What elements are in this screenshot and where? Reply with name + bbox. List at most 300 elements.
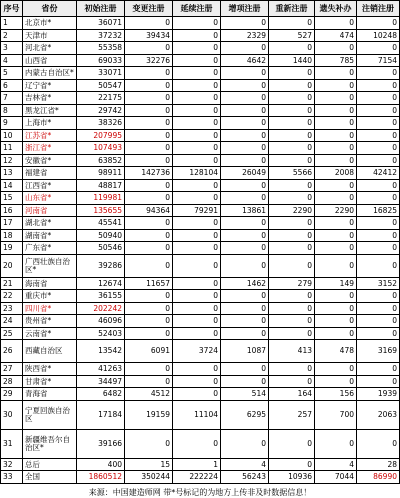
table-row <box>1 92 400 105</box>
initial-count: 50547 <box>77 79 125 92</box>
row-index: 7 <box>1 92 23 105</box>
cancel-count: 0 <box>357 192 400 205</box>
row-index: 25 <box>1 327 23 340</box>
row-index: 31 <box>1 429 23 458</box>
renewal-count: 0 <box>173 192 221 205</box>
row-index: 5 <box>1 67 23 80</box>
cancel-count: 7154 <box>357 54 400 67</box>
lost-reissue-count: 0 <box>315 375 357 388</box>
renewal-count: 0 <box>173 363 221 376</box>
addition-count: 0 <box>221 179 269 192</box>
addition-count: 1462 <box>221 277 269 290</box>
province-name: 吉林省* <box>23 92 77 105</box>
province-name: 广西壮族自治区* <box>23 254 77 277</box>
table-row <box>1 204 400 217</box>
reregister-count: 0 <box>269 104 315 117</box>
table-row <box>1 142 400 155</box>
row-index: 16 <box>1 204 23 217</box>
lost-reissue-count: 0 <box>315 79 357 92</box>
col-header-cancel: 注销注册 <box>357 1 400 17</box>
lost-reissue-count: 0 <box>315 104 357 117</box>
row-index: 21 <box>1 277 23 290</box>
change-count: 0 <box>125 302 173 315</box>
lost-reissue-count: 0 <box>315 117 357 130</box>
lost-reissue-count: 0 <box>315 17 357 30</box>
cancel-count: 0 <box>357 217 400 230</box>
table-row <box>1 429 400 458</box>
lost-reissue-count: 0 <box>315 254 357 277</box>
lost-reissue-count: 0 <box>315 42 357 55</box>
initial-count: 17184 <box>77 400 125 429</box>
reregister-count: 0 <box>269 179 315 192</box>
source-footer: 来源：中国建造师网 带*号标记的为地方上传非及时数据信息！ <box>88 487 312 497</box>
row-index: 14 <box>1 179 23 192</box>
table-row <box>1 54 400 67</box>
renewal-count: 0 <box>173 327 221 340</box>
renewal-count: 0 <box>173 302 221 315</box>
lost-reissue-count: 0 <box>315 92 357 105</box>
addition-count: 0 <box>221 429 269 458</box>
change-count: 39434 <box>125 29 173 42</box>
change-count: 0 <box>125 429 173 458</box>
addition-count: 26049 <box>221 167 269 180</box>
change-count: 0 <box>125 254 173 277</box>
initial-count: 119981 <box>77 192 125 205</box>
row-index: 32 <box>1 458 23 471</box>
col-header-reregister: 重新注册 <box>269 1 315 17</box>
row-index: 6 <box>1 79 23 92</box>
table-row <box>1 217 400 230</box>
col-header-province: 省份 <box>23 1 77 17</box>
table-row <box>1 79 400 92</box>
addition-count: 4 <box>221 458 269 471</box>
province-name: 内蒙古自治区* <box>23 67 77 80</box>
renewal-count: 0 <box>173 277 221 290</box>
initial-count: 41263 <box>77 363 125 376</box>
change-count: 0 <box>125 290 173 303</box>
lost-reissue-count: 700 <box>315 400 357 429</box>
change-count: 0 <box>125 79 173 92</box>
change-count: 0 <box>125 229 173 242</box>
row-index: 15 <box>1 192 23 205</box>
addition-count: 0 <box>221 315 269 328</box>
cancel-count: 0 <box>357 242 400 255</box>
cancel-count: 0 <box>357 375 400 388</box>
initial-count: 36155 <box>77 290 125 303</box>
addition-count: 0 <box>221 104 269 117</box>
lost-reissue-count: 2008 <box>315 167 357 180</box>
lost-reissue-count: 0 <box>315 217 357 230</box>
addition-count: 0 <box>221 302 269 315</box>
initial-count: 22175 <box>77 92 125 105</box>
addition-count: 0 <box>221 290 269 303</box>
province-name: 云南省* <box>23 327 77 340</box>
cancel-count: 0 <box>357 67 400 80</box>
cancel-count: 0 <box>357 142 400 155</box>
cancel-count: 1939 <box>357 388 400 401</box>
initial-count: 37232 <box>77 29 125 42</box>
renewal-count: 0 <box>173 242 221 255</box>
cancel-count: 0 <box>357 104 400 117</box>
initial-count: 98911 <box>77 167 125 180</box>
change-count: 0 <box>125 217 173 230</box>
change-count: 0 <box>125 375 173 388</box>
reregister-count: 0 <box>269 117 315 130</box>
province-name: 青海省 <box>23 388 77 401</box>
lost-reissue-count: 0 <box>315 67 357 80</box>
change-count: 0 <box>125 104 173 117</box>
initial-count: 107493 <box>77 142 125 155</box>
cancel-count: 0 <box>357 429 400 458</box>
initial-count: 52403 <box>77 327 125 340</box>
renewal-count: 0 <box>173 429 221 458</box>
reregister-count: 0 <box>269 254 315 277</box>
row-index: 20 <box>1 254 23 277</box>
lost-reissue-count: 0 <box>315 429 357 458</box>
change-count: 0 <box>125 327 173 340</box>
row-index: 12 <box>1 154 23 167</box>
cancel-count: 0 <box>357 79 400 92</box>
reregister-count: 0 <box>269 375 315 388</box>
initial-count: 55358 <box>77 42 125 55</box>
row-index: 10 <box>1 129 23 142</box>
province-name: 黑龙江省* <box>23 104 77 117</box>
change-count: 0 <box>125 17 173 30</box>
addition-count: 514 <box>221 388 269 401</box>
change-count: 0 <box>125 117 173 130</box>
initial-count: 46096 <box>77 315 125 328</box>
reregister-count: 0 <box>269 142 315 155</box>
cancel-count: 0 <box>357 117 400 130</box>
province-name: 山西省 <box>23 54 77 67</box>
row-index: 26 <box>1 340 23 363</box>
row-index: 33 <box>1 471 23 484</box>
cancel-count: 0 <box>357 302 400 315</box>
lost-reissue-count: 0 <box>315 315 357 328</box>
renewal-count: 0 <box>173 67 221 80</box>
row-index: 2 <box>1 29 23 42</box>
row-index: 11 <box>1 142 23 155</box>
addition-count: 13861 <box>221 204 269 217</box>
cancel-count: 0 <box>357 154 400 167</box>
addition-count: 0 <box>221 192 269 205</box>
renewal-count: 0 <box>173 117 221 130</box>
table-body <box>1 17 400 484</box>
cancel-count: 0 <box>357 129 400 142</box>
reregister-count: 0 <box>269 363 315 376</box>
reregister-count: 0 <box>269 217 315 230</box>
lost-reissue-count: 474 <box>315 29 357 42</box>
province-name: 陕西省* <box>23 363 77 376</box>
province-name: 河北省* <box>23 42 77 55</box>
reregister-count: 0 <box>269 192 315 205</box>
reregister-count: 0 <box>269 79 315 92</box>
renewal-count: 0 <box>173 79 221 92</box>
lost-reissue-count: 0 <box>315 290 357 303</box>
province-name: 河南省 <box>23 204 77 217</box>
table-row <box>1 167 400 180</box>
renewal-count: 0 <box>173 179 221 192</box>
addition-count: 0 <box>221 67 269 80</box>
col-header-renewal: 延续注册 <box>173 1 221 17</box>
table-row <box>1 154 400 167</box>
table-row <box>1 67 400 80</box>
row-index: 23 <box>1 302 23 315</box>
addition-count: 0 <box>221 217 269 230</box>
change-count: 0 <box>125 67 173 80</box>
reregister-count: 164 <box>269 388 315 401</box>
table-row <box>1 242 400 255</box>
reregister-count: 10936 <box>269 471 315 484</box>
addition-count: 0 <box>221 42 269 55</box>
province-name: 福建省 <box>23 167 77 180</box>
lost-reissue-count: 0 <box>315 363 357 376</box>
initial-count: 39286 <box>77 254 125 277</box>
addition-count: 0 <box>221 129 269 142</box>
renewal-count: 11104 <box>173 400 221 429</box>
addition-count: 0 <box>221 79 269 92</box>
renewal-count: 0 <box>173 375 221 388</box>
reregister-count: 527 <box>269 29 315 42</box>
cancel-count: 0 <box>357 17 400 30</box>
lost-reissue-count: 0 <box>315 229 357 242</box>
initial-count: 48817 <box>77 179 125 192</box>
renewal-count: 0 <box>173 142 221 155</box>
cancel-count: 16825 <box>357 204 400 217</box>
initial-count: 39166 <box>77 429 125 458</box>
reregister-count: 279 <box>269 277 315 290</box>
province-name: 上海市* <box>23 117 77 130</box>
reregister-count: 0 <box>269 429 315 458</box>
cancel-count: 0 <box>357 327 400 340</box>
row-index: 29 <box>1 388 23 401</box>
row-index: 27 <box>1 363 23 376</box>
header-row <box>1 1 400 17</box>
renewal-count: 0 <box>173 92 221 105</box>
initial-count: 1860512 <box>77 471 125 484</box>
cancel-count: 10248 <box>357 29 400 42</box>
lost-reissue-count: 0 <box>315 129 357 142</box>
initial-count: 50940 <box>77 229 125 242</box>
table-row <box>1 327 400 340</box>
change-count: 94364 <box>125 204 173 217</box>
initial-count: 50546 <box>77 242 125 255</box>
change-count: 0 <box>125 129 173 142</box>
province-name: 新疆维吾尔自治区* <box>23 429 77 458</box>
reregister-count: 0 <box>269 458 315 471</box>
lost-reissue-count: 0 <box>315 142 357 155</box>
initial-count: 13542 <box>77 340 125 363</box>
renewal-count: 1 <box>173 458 221 471</box>
addition-count: 0 <box>221 375 269 388</box>
addition-count: 0 <box>221 17 269 30</box>
addition-count: 0 <box>221 242 269 255</box>
addition-count: 56243 <box>221 471 269 484</box>
province-name: 天津市 <box>23 29 77 42</box>
change-count: 0 <box>125 92 173 105</box>
lost-reissue-count: 0 <box>315 242 357 255</box>
cancel-count: 0 <box>357 254 400 277</box>
initial-count: 34497 <box>77 375 125 388</box>
row-index: 18 <box>1 229 23 242</box>
initial-count: 45541 <box>77 217 125 230</box>
change-count: 0 <box>125 179 173 192</box>
reregister-count: 0 <box>269 42 315 55</box>
change-count: 11657 <box>125 277 173 290</box>
reregister-count: 0 <box>269 92 315 105</box>
table-row <box>1 17 400 30</box>
lost-reissue-count: 7044 <box>315 471 357 484</box>
addition-count: 0 <box>221 254 269 277</box>
reregister-count: 257 <box>269 400 315 429</box>
table-row <box>1 471 400 484</box>
renewal-count: 128104 <box>173 167 221 180</box>
addition-count: 2329 <box>221 29 269 42</box>
col-header-change: 变更注册 <box>125 1 173 17</box>
renewal-count: 0 <box>173 42 221 55</box>
reregister-count: 413 <box>269 340 315 363</box>
addition-count: 6295 <box>221 400 269 429</box>
renewal-count: 0 <box>173 29 221 42</box>
renewal-count: 79291 <box>173 204 221 217</box>
province-name: 辽宁省* <box>23 79 77 92</box>
table-row <box>1 277 400 290</box>
reregister-count: 0 <box>269 229 315 242</box>
table-row <box>1 458 400 471</box>
change-count: 142736 <box>125 167 173 180</box>
province-name: 重庆市* <box>23 290 77 303</box>
addition-count: 0 <box>221 92 269 105</box>
row-index: 30 <box>1 400 23 429</box>
renewal-count: 0 <box>173 129 221 142</box>
reregister-count: 2290 <box>269 204 315 217</box>
lost-reissue-count: 0 <box>315 302 357 315</box>
table-row <box>1 42 400 55</box>
initial-count: 135655 <box>77 204 125 217</box>
cancel-count: 0 <box>357 290 400 303</box>
cancel-count: 0 <box>357 179 400 192</box>
renewal-count: 0 <box>173 254 221 277</box>
reregister-count: 0 <box>269 154 315 167</box>
change-count: 0 <box>125 154 173 167</box>
province-name: 贵州省* <box>23 315 77 328</box>
reregister-count: 0 <box>269 17 315 30</box>
row-index: 1 <box>1 17 23 30</box>
reregister-count: 0 <box>269 67 315 80</box>
renewal-count: 0 <box>173 54 221 67</box>
reregister-count: 1440 <box>269 54 315 67</box>
province-name: 湖北省* <box>23 217 77 230</box>
initial-count: 36071 <box>77 17 125 30</box>
table-row <box>1 363 400 376</box>
table-row <box>1 229 400 242</box>
reregister-count: 0 <box>269 315 315 328</box>
renewal-count: 0 <box>173 315 221 328</box>
col-header-lost-reissue: 遗失补办 <box>315 1 357 17</box>
initial-count: 33071 <box>77 67 125 80</box>
table-row <box>1 129 400 142</box>
table-row <box>1 254 400 277</box>
row-index: 24 <box>1 315 23 328</box>
cancel-count: 28 <box>357 458 400 471</box>
table-row <box>1 388 400 401</box>
row-index: 3 <box>1 42 23 55</box>
change-count: 15 <box>125 458 173 471</box>
renewal-count: 0 <box>173 17 221 30</box>
province-name: 总后 <box>23 458 77 471</box>
addition-count: 0 <box>221 363 269 376</box>
table-row <box>1 29 400 42</box>
cancel-count: 0 <box>357 315 400 328</box>
addition-count: 4642 <box>221 54 269 67</box>
table-row <box>1 375 400 388</box>
row-index: 4 <box>1 54 23 67</box>
change-count: 0 <box>125 142 173 155</box>
change-count: 0 <box>125 42 173 55</box>
province-name: 广东省* <box>23 242 77 255</box>
initial-count: 6482 <box>77 388 125 401</box>
renewal-count: 222224 <box>173 471 221 484</box>
lost-reissue-count: 156 <box>315 388 357 401</box>
change-count: 0 <box>125 192 173 205</box>
cancel-count: 0 <box>357 229 400 242</box>
table-row <box>1 340 400 363</box>
renewal-count: 3724 <box>173 340 221 363</box>
row-index: 13 <box>1 167 23 180</box>
addition-count: 1087 <box>221 340 269 363</box>
initial-count: 29742 <box>77 104 125 117</box>
row-index: 9 <box>1 117 23 130</box>
renewal-count: 0 <box>173 229 221 242</box>
cancel-count: 0 <box>357 42 400 55</box>
initial-count: 202242 <box>77 302 125 315</box>
addition-count: 0 <box>221 327 269 340</box>
addition-count: 0 <box>221 229 269 242</box>
cancel-count: 3152 <box>357 277 400 290</box>
province-name: 宁夏回族自治区 <box>23 400 77 429</box>
province-name: 四川省* <box>23 302 77 315</box>
province-name: 全国 <box>23 471 77 484</box>
renewal-count: 0 <box>173 290 221 303</box>
change-count: 350244 <box>125 471 173 484</box>
table-row <box>1 192 400 205</box>
province-name: 海南省 <box>23 277 77 290</box>
row-index: 17 <box>1 217 23 230</box>
initial-count: 69033 <box>77 54 125 67</box>
table-row <box>1 117 400 130</box>
reregister-count: 5566 <box>269 167 315 180</box>
initial-count: 63852 <box>77 154 125 167</box>
table-row <box>1 400 400 429</box>
reregister-count: 0 <box>269 242 315 255</box>
renewal-count: 0 <box>173 217 221 230</box>
cancel-count: 0 <box>357 92 400 105</box>
reregister-count: 0 <box>269 290 315 303</box>
province-name: 江西省* <box>23 179 77 192</box>
province-name: 山东省* <box>23 192 77 205</box>
cancel-count: 0 <box>357 363 400 376</box>
table-row <box>1 302 400 315</box>
addition-count: 0 <box>221 154 269 167</box>
row-index: 8 <box>1 104 23 117</box>
col-header-initial: 初始注册 <box>77 1 125 17</box>
cancel-count: 42412 <box>357 167 400 180</box>
cancel-count: 2063 <box>357 400 400 429</box>
province-name: 北京市* <box>23 17 77 30</box>
renewal-count: 0 <box>173 154 221 167</box>
province-name: 安徽省* <box>23 154 77 167</box>
reregister-count: 0 <box>269 327 315 340</box>
